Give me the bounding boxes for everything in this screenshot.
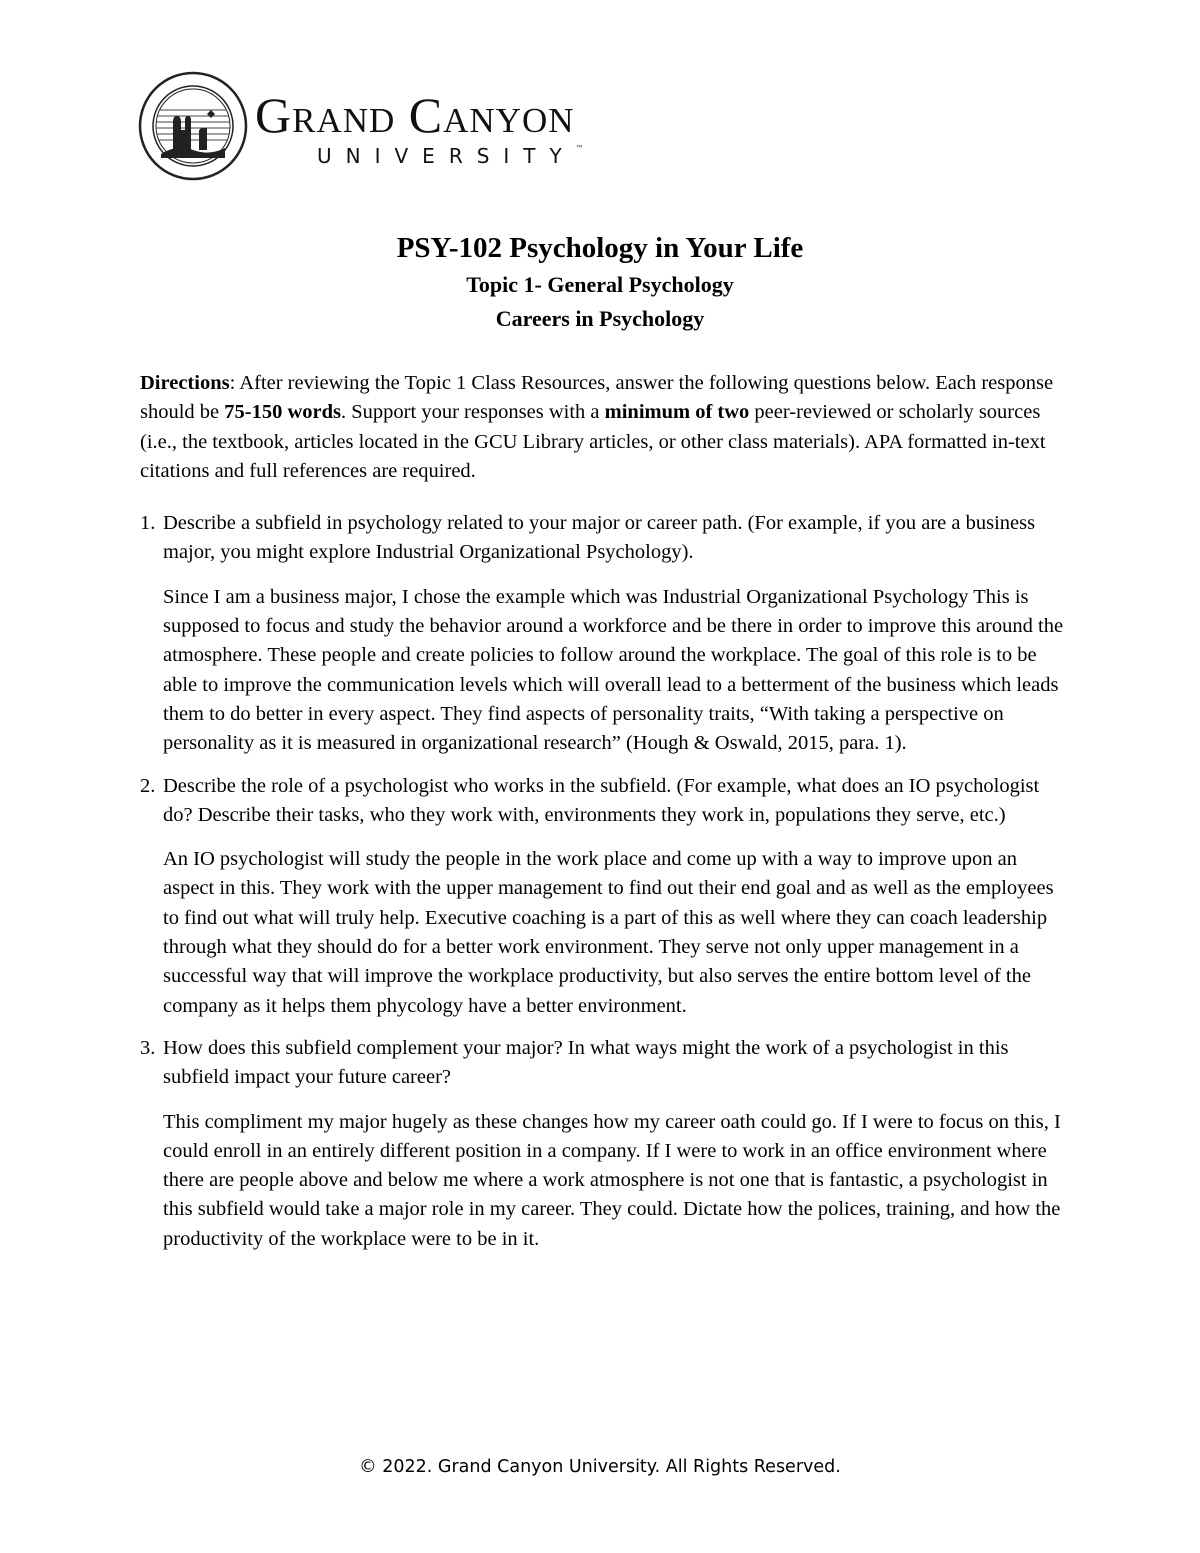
question-number: 3. <box>140 1036 156 1059</box>
directions-text-3: peer-reviewed or scholarly sources (i.e., the textbook, articles located in the GCU Library articles, or other class materials). APA formatted in-text citations and full references are required. <box>140 401 1046 482</box>
title-block <box>0 228 1200 336</box>
question-item <box>140 1034 1070 1254</box>
wordmark-university <box>317 144 584 168</box>
wordmark-university-text: UNIVERSITY <box>317 144 576 168</box>
document-body <box>140 369 1070 1267</box>
page-title: PSY-102 Psychology in Your Life <box>396 232 804 264</box>
answer-text: Since I am a business major, I chose the example which was Industrial Organizational Psychology This is supposed to focus and study the behavior around a workforce and be there in order to improve this around the atmosphere. These people and create policies to follow around the workplace. The goal of this role is to be able to improve the communication levels which will overall lead to a betterment of the business which leads them to do better in every aspect. They find aspects of personality traits, “With taking a perspective on personality as it is measured in organizational research” (Hough & Oswald, 2015, para. 1). <box>163 585 1064 755</box>
directions-paragraph <box>140 369 1070 486</box>
question-item <box>140 509 1070 758</box>
university-seal-icon <box>137 70 249 182</box>
answer-text: This compliment my major hugely as these changes how my career oath could go. If I were to focus on this, I could enroll in an entirely different position in a company. If I were to work in an office environment where there are people above and below me where a work atmosphere is not one that is fantastic, a psychologist in this subfield would take a major role in my career. They could. Dictate how the polices, training, and how the productivity of the workplace were to be in it. <box>163 1110 1061 1250</box>
directions-text-1: : After reviewing the Topic 1 Class Resources, answer the following questions below. Each response should be <box>140 372 1054 424</box>
question-list <box>140 509 1070 1254</box>
directions-label: Directions <box>140 372 230 394</box>
word-count-requirement: 75-150 words <box>224 401 342 424</box>
directions-text-2: . Support your responses with a <box>341 401 605 424</box>
copyright-footer: © 2022. Grand Canyon University. All Rights Reserved. <box>359 1457 841 1477</box>
topic-subtitle: Topic 1- General Psychology <box>466 272 734 297</box>
question-text: Describe a subfield in psychology related to your major or career path. (For example, if you are a business major, you might explore Industrial Organizational Psychology). <box>163 512 1036 564</box>
question-text: Describe the role of a psychologist who works in the subfield. (For example, what does an IO psychologist do? Describe their tasks, who they work with, environments they work in, populations they serve, etc.) <box>163 774 1040 826</box>
university-wordmark <box>255 87 584 168</box>
answer-text: An IO psychologist will study the people in the work place and come up with a way to improve upon an aspect in this. They work with the upper management to find out their end goal and as well as the employees to find out what will truly help. Executive coaching is a part of this as well where they can coach leadership through what they should do for a better work environment. They serve not only upper management in a successful way that will improve the workplace productivity, but also serves the entire bottom level of the company as it helps them phycology have a better environment. <box>163 848 1054 1017</box>
university-logo <box>137 70 584 182</box>
question-number: 1. <box>140 512 156 535</box>
wordmark-name: Grand Canyon <box>255 87 575 143</box>
question-text: How does this subfield complement your major? In what ways might the work of a psychologist in this subfield impact your future career? <box>163 1036 1009 1089</box>
assignment-subtitle: Careers in Psychology <box>495 306 705 331</box>
trademark-symbol: ™ <box>575 144 584 153</box>
question-item <box>140 772 1070 1021</box>
source-requirement: minimum of two <box>604 401 750 424</box>
question-number: 2. <box>140 774 156 797</box>
